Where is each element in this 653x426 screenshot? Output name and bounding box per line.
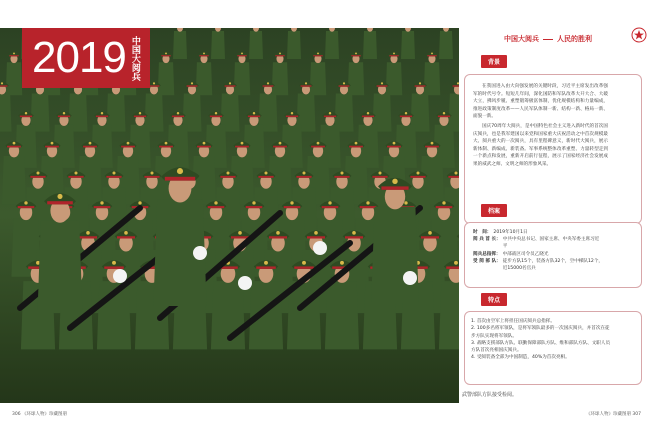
soldier-figure <box>287 28 301 59</box>
file-row <box>473 236 603 250</box>
soldier-figure <box>211 28 225 59</box>
file-row <box>473 258 603 272</box>
army-emblem-icon <box>631 27 647 43</box>
file-value: 2019年10月1日 <box>493 230 528 235</box>
file-value: 徒步方队15个，装备方队32个，空中梯队12个，近15000名官兵 <box>502 258 604 272</box>
soldier-figure <box>173 28 187 59</box>
background-paragraph: 国庆70周年大阅兵，是中国特色社会主义进入新时代的首次国庆阅兵，也是我军建国以来党和国家重大庆祝活动之中首次规模最大、阅兵重大的一次阅兵，具有里程碑意义，新时代大阅兵，展示新体制、新编成、新装备。军事系统整体改革重塑、力量转型走到一个新点和发展，重新开启前行征程，展示了国家经济社会发展成果的威武之师、文明之师的形象风采。 <box>473 123 608 167</box>
file-value: 中部战区司令员乙晓光 <box>502 251 549 257</box>
footer-right: 《环球人物》珍藏图册 307 <box>585 412 641 417</box>
year-tag: 中国大阅兵 <box>129 35 140 81</box>
file-box <box>464 222 642 288</box>
soldier-figure <box>439 28 453 59</box>
features-tag: 特点 <box>481 293 507 306</box>
file-key: 受 阅 部 队： <box>473 258 501 264</box>
soldier-figure <box>401 28 415 59</box>
file-list <box>473 229 603 272</box>
feature-item: 2. 100多名将军领队，是将军领队最多的一次国庆阅兵，并首次在徒步方队实现将军领队。 <box>471 326 610 339</box>
soldier-figure <box>325 28 339 59</box>
file-value: 中共中央总书记、国家主席、中央军委主席习近平 <box>502 237 600 250</box>
feature-item: 4. 受阅装备全部为中国制造，40%为首次亮相。 <box>471 355 570 361</box>
feature-item: 3. 战略支援部队方队、联勤保障部队方队、维和部队方队、文职人员方队首次亮相国庆阅兵。 <box>471 340 611 354</box>
white-glove-shape <box>238 276 252 290</box>
file-row <box>473 251 603 258</box>
background-tag: 背景 <box>481 55 507 68</box>
white-glove-shape <box>313 241 327 255</box>
file-key: 阅兵总指挥： <box>473 251 501 257</box>
year-badge <box>22 28 150 88</box>
year-label: 2019 <box>32 33 126 82</box>
white-glove-shape <box>113 269 127 283</box>
footer-left: 306 《环球人物》珍藏图册 <box>12 412 68 417</box>
background-box <box>464 74 642 224</box>
soldier-figure <box>249 28 263 59</box>
header-divider <box>543 39 553 40</box>
file-key: 时 间： <box>473 230 492 235</box>
header-subtitle: 人民的胜利 <box>557 35 592 43</box>
background-text <box>473 83 608 171</box>
white-glove-shape <box>403 271 417 285</box>
feature-item: 1. 首次由空军上将担任国庆阅兵总指挥。 <box>471 319 555 324</box>
white-glove-shape <box>193 246 207 260</box>
info-column <box>462 28 646 361</box>
file-tag: 档案 <box>481 204 507 217</box>
file-key: 阅 兵 首 长： <box>473 237 501 243</box>
soldier-figure <box>363 28 377 59</box>
background-paragraph: 在我国进入由大向强发展的关键时段，习近平主席发出改革强军的时代号令。短短几年间，深化国防和军队改革大开大合、大破大立，拂风步履、重塑锻筹极富体制，优化规模结构和力量编成，推进政策制度改革——人民军队体制一新、结构一新、格局一新、面貌一新。 <box>473 84 608 120</box>
header-title: 中国大阅兵 <box>504 35 539 43</box>
photo-caption: 武警部队方队接受检阅。 <box>462 392 518 398</box>
features-box <box>464 311 642 385</box>
features-list <box>471 318 611 362</box>
section-header <box>504 34 646 44</box>
file-row <box>473 229 603 236</box>
